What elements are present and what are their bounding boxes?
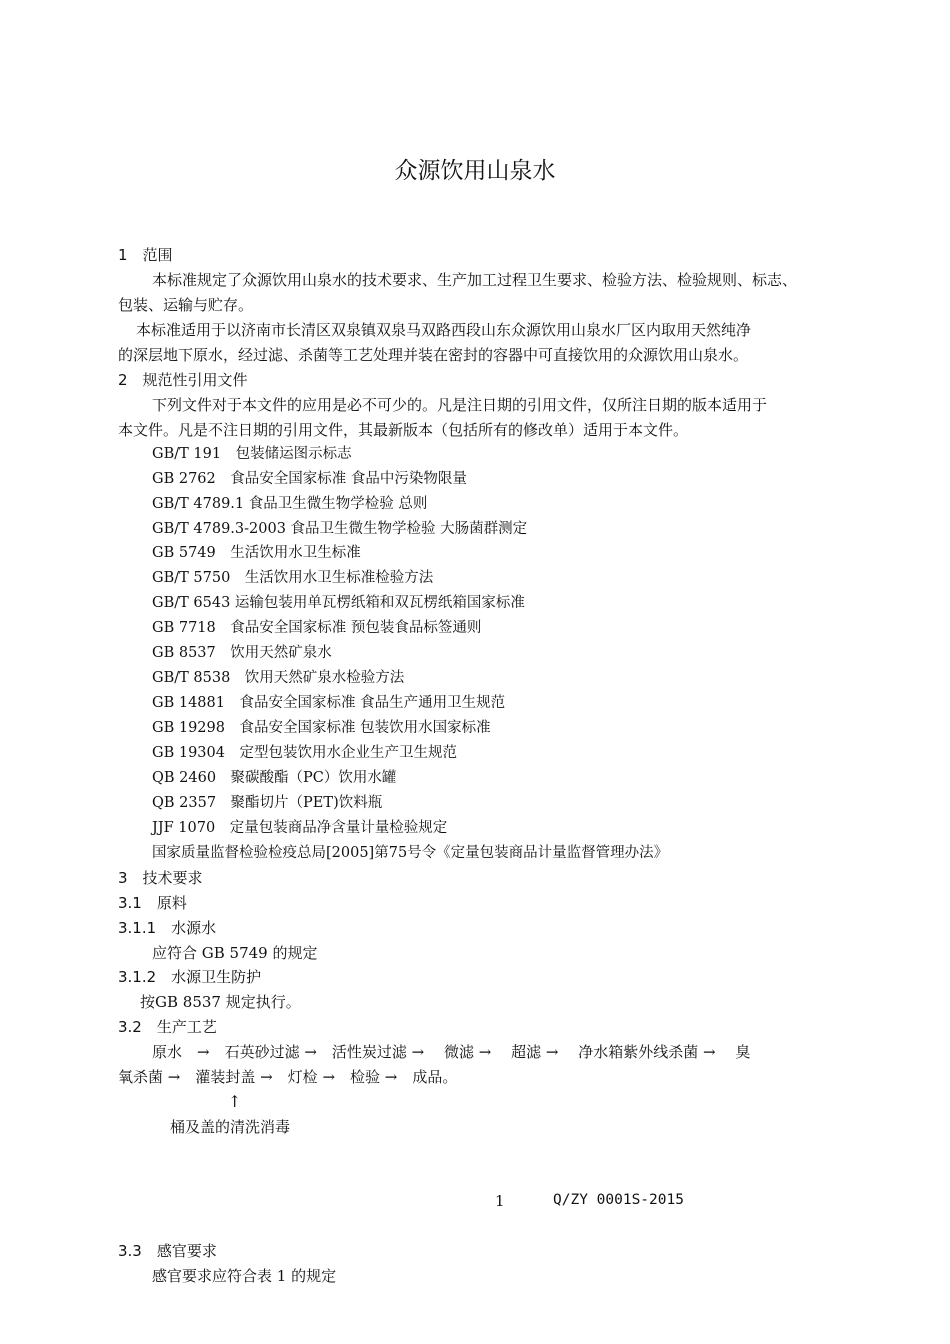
document-code: Q/ZY 0001S-2015 (553, 1192, 684, 1208)
section-1-para-2-line-1: 本标准适用于以济南市长清区双泉镇双泉马双路西段山东众源饮用山泉水厂区内取用天然纯净 (136, 321, 752, 339)
reference-item: GB 19298 食品安全国家标准 包装饮用水国家标准 (152, 720, 491, 736)
reference-item: 国家质量监督检验检疫总局[2005]第75号令《定量包装商品计量监督管理办法》 (152, 845, 669, 861)
section-1-para-2-line-2: 的深层地下原水，经过滤、杀菌等工艺处理并装在密封的容器中可直接饮用的众源饮用山泉水。 (118, 346, 749, 364)
section-1-para-1-line-2: 包装、运输与贮存。 (118, 296, 254, 314)
reference-item: GB 7718 食品安全国家标准 预包装食品标签通则 (152, 620, 482, 636)
reference-item: GB 14881 食品安全国家标准 食品生产通用卫生规范 (152, 695, 506, 711)
section-3-1-heading: 3.1 原料 (118, 894, 187, 912)
reference-item: GB/T 6543 运输包装用单瓦楞纸箱和双瓦楞纸箱国家标准 (152, 595, 525, 611)
section-3-2-heading: 3.2 生产工艺 (118, 1018, 217, 1036)
reference-item: GB 8537 饮用天然矿泉水 (152, 645, 332, 661)
reference-item: GB 5749 生活饮用水卫生标准 (152, 545, 361, 561)
document-title: 众源饮用山泉水 (394, 158, 556, 184)
section-2-para-line-2: 本文件。凡是不注日期的引用文件，其最新版本（包括所有的修改单）适用于本文件。 (118, 421, 689, 439)
process-flow-line-1: 原水 → 石英砂过滤 → 活性炭过滤 → 微滤 → 超滤 → 净水箱紫外线杀菌 → 臭 (152, 1043, 751, 1061)
section-3-3-heading: 3.3 感官要求 (118, 1242, 217, 1260)
reference-item: QB 2460 聚碳酸酯（PC）饮用水罐 (152, 770, 397, 786)
reference-item: GB 19304 定型包装饮用水企业生产卫生规范 (152, 745, 457, 761)
section-2-heading: 2 规范性引用文件 (118, 371, 248, 389)
reference-item: JJF 1070 定量包装商品净含量计量检验规定 (152, 820, 448, 836)
section-3-1-2-text: 按GB 8537 规定执行。 (140, 993, 301, 1011)
page-number: 1 (495, 1192, 505, 1210)
reference-item: GB/T 191 包装储运图示标志 (152, 446, 352, 462)
section-3-1-2-heading: 3.1.2 水源卫生防护 (118, 968, 262, 986)
section-3-heading: 3 技术要求 (118, 869, 203, 887)
section-3-3-text: 感官要求应符合表 1 的规定 (152, 1267, 337, 1285)
arrow-up-icon: ↑ (228, 1092, 242, 1111)
reference-item: QB 2357 聚酯切片（PET)饮料瓶 (152, 795, 383, 811)
reference-item: GB/T 8538 饮用天然矿泉水检验方法 (152, 670, 405, 686)
section-3-1-1-text: 应符合 GB 5749 的规定 (152, 944, 318, 962)
reference-item: GB 2762 食品安全国家标准 食品中污染物限量 (152, 471, 467, 487)
process-flow-line-2: 氧杀菌 → 灌装封盖 → 灯检 → 检验 → 成品。 (118, 1068, 458, 1086)
section-1-para-1-line-1: 本标准规定了众源饮用山泉水的技术要求、生产加工过程卫生要求、检验方法、检验规则、标志、 (152, 271, 798, 289)
section-1-heading: 1 范围 (118, 246, 173, 264)
reference-item: GB/T 4789.3-2003 食品卫生微生物学检验 大肠菌群测定 (152, 521, 528, 537)
process-flow-branch: 桶及盖的清洗消毒 (170, 1118, 291, 1136)
section-3-1-1-heading: 3.1.1 水源水 (118, 919, 217, 937)
reference-item: GB/T 5750 生活饮用水卫生标准检验方法 (152, 570, 434, 586)
reference-item: GB/T 4789.1 食品卫生微生物学检验 总则 (152, 496, 428, 512)
section-2-para-line-1: 下列文件对于本文件的应用是必不可少的。凡是注日期的引用文件，仅所注日期的版本适用于 (152, 396, 768, 414)
